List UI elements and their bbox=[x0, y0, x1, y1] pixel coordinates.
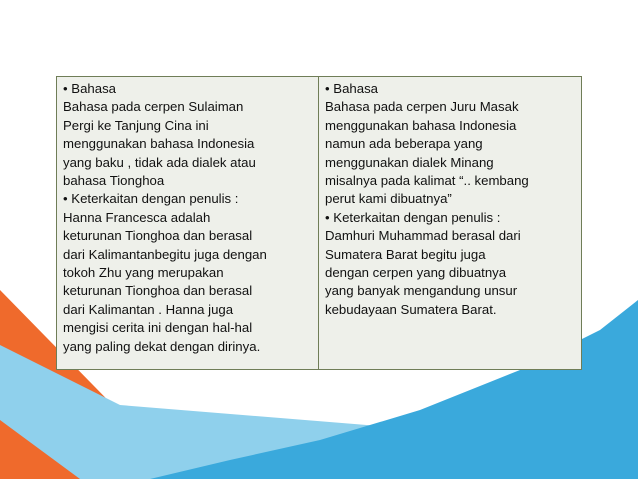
left-line: yang baku , tidak ada dialek atau bbox=[63, 154, 256, 170]
right-line: dengan cerpen yang dibuatnya bbox=[325, 265, 507, 281]
left-line: yang paling dekat dengan dirinya. bbox=[63, 338, 261, 354]
left-line: menggunakan bahasa Indonesia bbox=[63, 136, 255, 152]
left-line: tokoh Zhu yang merupakan bbox=[63, 265, 224, 281]
left-cell bbox=[57, 77, 319, 369]
right-line: misalnya pada kalimat “.. kembang bbox=[325, 173, 529, 189]
right-line: kebudayaan Sumatera Barat. bbox=[325, 301, 497, 317]
right-line: menggunakan bahasa Indonesia bbox=[325, 117, 517, 133]
right-line: yang banyak mengandung unsur bbox=[325, 283, 518, 299]
comparison-table bbox=[56, 76, 582, 370]
right-line: • Keterkaitan dengan penulis : bbox=[325, 209, 501, 225]
left-line: dari Kalimantan . Hanna juga bbox=[63, 301, 234, 317]
right-line: Sumatera Barat begitu juga bbox=[325, 246, 486, 262]
left-line: • Bahasa bbox=[63, 81, 117, 96]
left-line: Bahasa pada cerpen Sulaiman bbox=[63, 99, 244, 115]
left-line: dari Kalimantanbegitu juga dengan bbox=[63, 246, 267, 262]
right-cell bbox=[319, 77, 581, 369]
left-line: Hanna Francesca adalah bbox=[63, 209, 211, 225]
right-line: • Bahasa bbox=[325, 81, 379, 96]
right-line: Bahasa pada cerpen Juru Masak bbox=[325, 99, 519, 115]
right-line: Damhuri Muhammad berasal dari bbox=[325, 228, 521, 244]
right-line: menggunakan dialek Minang bbox=[325, 154, 494, 170]
left-line: bahasa Tionghoa bbox=[63, 173, 165, 189]
left-line: • Keterkaitan dengan penulis : bbox=[63, 191, 239, 207]
left-line: mengisi cerita ini dengan hal-hal bbox=[63, 320, 253, 336]
left-line: Pergi ke Tanjung Cina ini bbox=[63, 117, 209, 133]
left-line: keturunan Tionghoa dan berasal bbox=[63, 283, 253, 299]
left-line: keturunan Tionghoa dan berasal bbox=[63, 228, 253, 244]
right-line: perut kami dibuatnya” bbox=[325, 191, 452, 207]
right-line: namun ada beberapa yang bbox=[325, 136, 483, 152]
